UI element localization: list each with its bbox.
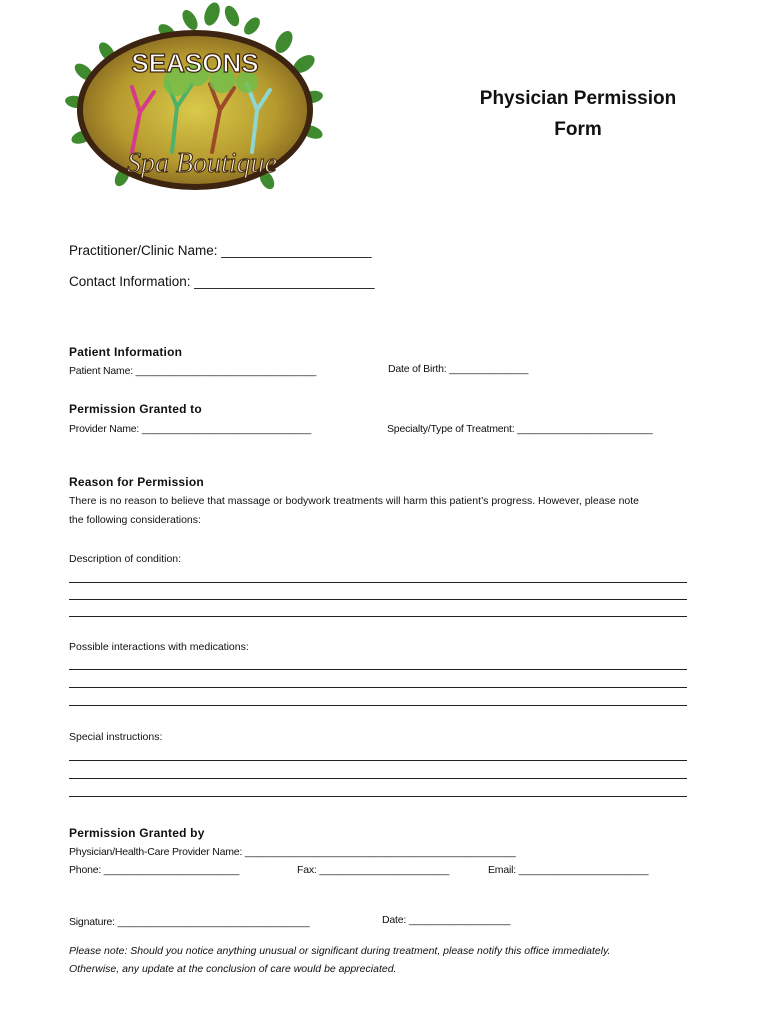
special-instructions-line-2[interactable] bbox=[69, 778, 687, 779]
reason-text-line1: There is no reason to believe that massage or bodywork treatments will harm this patient’s progress. However, please note bbox=[69, 495, 640, 507]
special-instructions-line-1[interactable] bbox=[69, 760, 687, 761]
contact-information-field[interactable]: Contact Information: ________________________ bbox=[69, 274, 375, 289]
footer-note-line1: Please note: Should you notice anything unusual or significant during treatment, please notify this office immediately. bbox=[69, 945, 611, 957]
provider-name-field[interactable]: Provider Name: ______________________________ bbox=[69, 423, 312, 435]
patient-information-heading: Patient Information bbox=[69, 345, 183, 359]
description-line-2[interactable] bbox=[69, 599, 687, 600]
medications-line-3[interactable] bbox=[69, 705, 687, 706]
date-field[interactable]: Date: __________________ bbox=[382, 914, 511, 926]
permission-granted-to-heading: Permission Granted to bbox=[69, 402, 202, 416]
email-field[interactable]: Email: _______________________ bbox=[488, 864, 649, 876]
fax-field[interactable]: Fax: _______________________ bbox=[297, 864, 450, 876]
description-of-condition-label: Description of condition: bbox=[69, 553, 182, 565]
practitioner-clinic-name-field[interactable]: Practitioner/Clinic Name: ____________________ bbox=[69, 243, 372, 258]
description-line-1[interactable] bbox=[69, 582, 687, 583]
medications-line-2[interactable] bbox=[69, 687, 687, 688]
patient-name-field[interactable]: Patient Name: ________________________________ bbox=[69, 365, 317, 377]
medications-line-1[interactable] bbox=[69, 669, 687, 670]
reason-for-permission-heading: Reason for Permission bbox=[69, 475, 204, 489]
special-instructions-label: Special instructions: bbox=[69, 731, 163, 743]
description-line-3[interactable] bbox=[69, 616, 687, 617]
footer-note-line2: Otherwise, any update at the conclusion of care would be appreciated. bbox=[69, 963, 397, 975]
logo-brand-bottom: Spa Boutique bbox=[126, 148, 278, 179]
phone-field[interactable]: Phone: ________________________ bbox=[69, 864, 240, 876]
seasons-spa-boutique-logo bbox=[62, 2, 328, 202]
permission-granted-by-heading: Permission Granted by bbox=[69, 826, 205, 840]
logo-brand-top: SEASONS bbox=[131, 48, 259, 78]
special-instructions-line-3[interactable] bbox=[69, 796, 687, 797]
reason-text-line2: the following considerations: bbox=[69, 514, 201, 526]
medication-interactions-label: Possible interactions with medications: bbox=[69, 641, 249, 653]
form-title-line2: Form bbox=[554, 119, 602, 140]
date-of-birth-field[interactable]: Date of Birth: ______________ bbox=[388, 363, 529, 375]
physician-provider-name-field[interactable]: Physician/Health-Care Provider Name: ________________________________________________ bbox=[69, 846, 516, 858]
form-title-line1: Physician Permission bbox=[479, 88, 677, 109]
specialty-treatment-field[interactable]: Specialty/Type of Treatment: ________________________ bbox=[387, 423, 653, 435]
signature-field[interactable]: Signature: __________________________________ bbox=[69, 916, 310, 928]
